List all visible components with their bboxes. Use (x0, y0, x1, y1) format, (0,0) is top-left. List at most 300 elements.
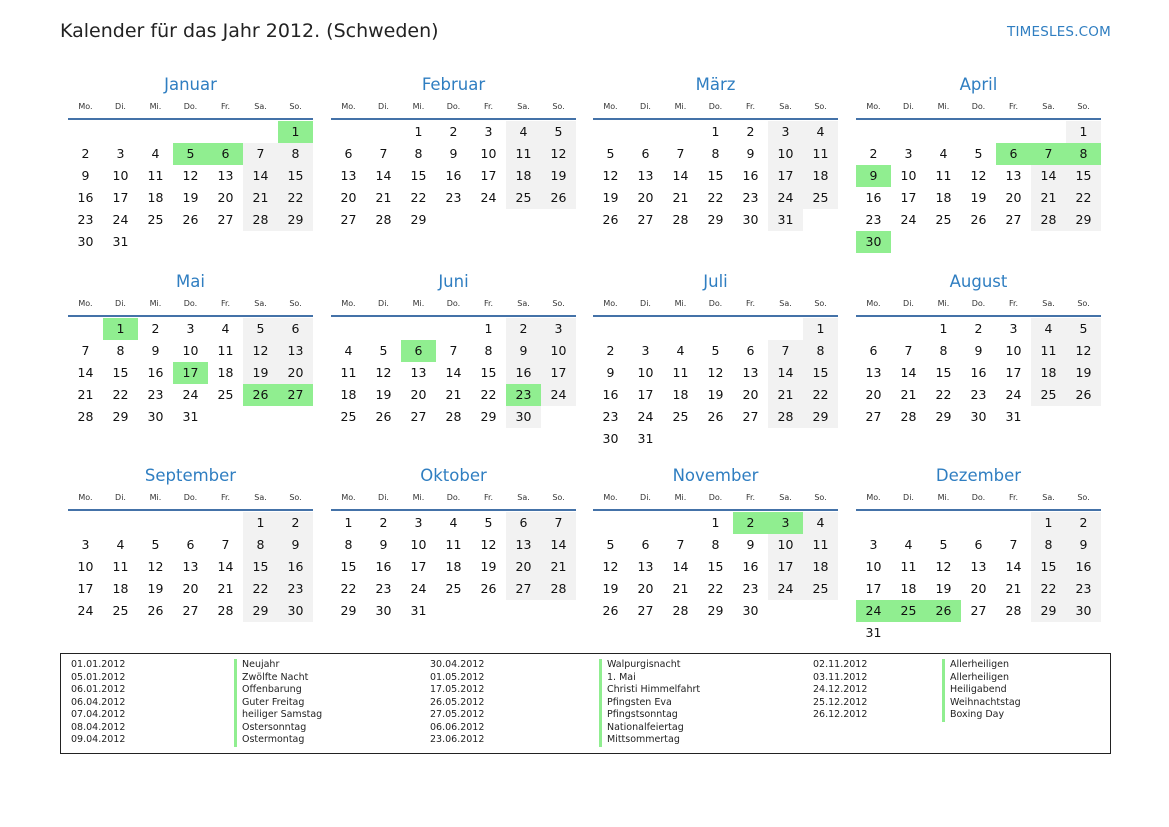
day-cell: 25 (217, 387, 234, 402)
day-cell: 27 (340, 212, 357, 227)
legend-holiday-name: Pfingstsonntag (599, 709, 700, 722)
day-cell: 19 (541, 165, 576, 187)
weekday-label: So. (814, 101, 827, 111)
month-divider (68, 315, 313, 317)
legend-holiday-name: Offenbarung (234, 684, 322, 697)
day-cell: 11 (147, 168, 164, 183)
empty-cell (891, 512, 926, 534)
day-cell: 16 (445, 168, 462, 183)
day-cell: 20 (506, 556, 541, 578)
day-cell: 29 (112, 409, 129, 424)
empty-cell (961, 512, 996, 534)
month-divider (68, 118, 313, 120)
weekday-label: Do. (183, 492, 198, 502)
day-cell: 25 (1031, 384, 1066, 406)
day-cell: 27 (637, 603, 654, 618)
month-name: September (144, 466, 237, 485)
day-cell: 14 (672, 168, 689, 183)
legend-date: 27.05.2012 (430, 709, 485, 720)
day-cell: 7 (676, 537, 685, 552)
day-cell: 6 (278, 318, 313, 340)
day-cell: 8 (116, 343, 125, 358)
empty-cell (1031, 121, 1066, 143)
day-cell: 14 (768, 362, 803, 384)
day-cell: 19 (480, 559, 497, 574)
day-cell: 10 (112, 168, 129, 183)
day-cell: 26 (480, 581, 497, 596)
day-cell: 10 (768, 143, 803, 165)
month-divider (593, 509, 838, 511)
day-cell: 13 (742, 365, 759, 380)
weekday-label: Fr. (483, 492, 494, 502)
day-cell: 14 (1031, 165, 1066, 187)
day-cell: 24 (1005, 387, 1022, 402)
weekday-label: Mi. (149, 101, 162, 111)
legend-date: 08.04.2012 (71, 721, 126, 733)
day-cell: 14 (243, 165, 278, 187)
day-cell: 23 (742, 581, 759, 596)
day-cell: 3 (81, 537, 90, 552)
day-cell: 30 (742, 603, 759, 618)
day-cell: 4 (151, 146, 160, 161)
weekday-header (68, 98, 313, 114)
day-cell: 16 (1066, 556, 1101, 578)
day-cell: 3 (869, 537, 878, 552)
day-cell: 8 (711, 146, 720, 161)
day-cell: 22 (410, 190, 427, 205)
day-cell: 13 (1005, 168, 1022, 183)
legend-date: 06.06.2012 (430, 721, 485, 733)
day-cell: 2 (746, 124, 755, 139)
day-cell: 14 (672, 559, 689, 574)
day-grid (331, 318, 576, 428)
day-cell: 27 (506, 578, 541, 600)
day-cell: 23 (742, 190, 759, 205)
empty-cell (996, 512, 1031, 534)
day-cell: 31 (1005, 409, 1022, 424)
weekday-label: Fr. (1008, 298, 1019, 308)
empty-cell (593, 512, 628, 534)
legend-date: 23.06.2012 (430, 734, 485, 745)
day-cell: 11 (445, 537, 462, 552)
weekday-label: Fr. (220, 298, 231, 308)
day-cell: 1 (103, 318, 138, 340)
day-cell: 13 (506, 534, 541, 556)
day-cell: 12 (602, 559, 619, 574)
weekday-label: So. (814, 298, 827, 308)
day-cell: 11 (340, 365, 357, 380)
day-cell: 7 (81, 343, 90, 358)
month-divider (331, 118, 576, 120)
legend-date: 09.04.2012 (71, 734, 126, 745)
weekday-header (331, 295, 576, 311)
empty-cell (103, 121, 138, 143)
day-cell: 3 (1009, 321, 1018, 336)
weekday-label: Mi. (674, 298, 687, 308)
day-cell: 3 (904, 146, 913, 161)
day-cell: 5 (939, 537, 948, 552)
month-11 (593, 463, 838, 622)
weekday-label: So. (1077, 101, 1090, 111)
day-cell: 2 (974, 321, 983, 336)
month-9 (68, 463, 313, 622)
day-cell: 6 (869, 343, 878, 358)
day-cell: 19 (602, 581, 619, 596)
weekday-label: Mi. (937, 298, 950, 308)
day-cell: 26 (541, 187, 576, 209)
day-cell: 5 (606, 537, 615, 552)
legend-holiday-name: heiliger Samstag (234, 709, 322, 722)
day-cell: 10 (541, 340, 576, 362)
day-cell: 20 (1005, 190, 1022, 205)
weekday-label: Do. (183, 298, 198, 308)
day-cell: 27 (182, 603, 199, 618)
month-name: März (695, 75, 736, 94)
day-cell: 4 (803, 512, 838, 534)
weekday-header (856, 98, 1101, 114)
day-cell: 6 (186, 537, 195, 552)
day-cell: 26 (926, 600, 961, 622)
day-cell: 5 (151, 537, 160, 552)
day-cell: 10 (480, 146, 497, 161)
day-cell: 18 (340, 387, 357, 402)
day-cell: 28 (768, 406, 803, 428)
day-cell: 4 (904, 537, 913, 552)
legend-holiday-name: Allerheiligen (942, 672, 1021, 685)
day-cell: 3 (768, 512, 803, 534)
day-cell: 25 (891, 600, 926, 622)
day-cell: 16 (865, 190, 882, 205)
weekday-label: Di. (115, 298, 126, 308)
empty-cell (926, 121, 961, 143)
day-cell: 24 (182, 387, 199, 402)
day-cell: 18 (217, 365, 234, 380)
day-cell: 26 (602, 212, 619, 227)
legend-holiday-name: Mittsommertag (599, 734, 700, 747)
legend-holiday-name: Zwölfte Nacht (234, 672, 322, 685)
day-cell: 19 (182, 190, 199, 205)
day-cell: 16 (602, 387, 619, 402)
day-cell: 24 (112, 212, 129, 227)
legend-names-col (942, 659, 1021, 722)
legend-date: 01.05.2012 (430, 671, 485, 683)
day-cell: 2 (151, 321, 160, 336)
day-cell: 21 (768, 384, 803, 406)
day-cell: 21 (541, 556, 576, 578)
day-cell: 19 (935, 581, 952, 596)
day-cell: 3 (641, 343, 650, 358)
month-divider (593, 315, 838, 317)
day-cell: 10 (182, 343, 199, 358)
weekday-label: Di. (640, 492, 651, 502)
weekday-label: Do. (708, 298, 723, 308)
month-8 (856, 269, 1101, 428)
legend-date: 17.05.2012 (430, 684, 485, 695)
day-cell: 9 (278, 534, 313, 556)
day-cell: 19 (1066, 362, 1101, 384)
day-cell: 7 (449, 343, 458, 358)
empty-cell (243, 121, 278, 143)
day-cell: 15 (707, 559, 724, 574)
day-cell: 15 (340, 559, 357, 574)
day-cell: 19 (707, 387, 724, 402)
day-cell: 8 (711, 537, 720, 552)
weekday-header (68, 489, 313, 505)
day-cell: 12 (707, 365, 724, 380)
month-5 (68, 269, 313, 428)
day-cell: 4 (221, 321, 230, 336)
day-cell: 18 (147, 190, 164, 205)
weekday-header (593, 98, 838, 114)
weekday-label: Do. (183, 101, 198, 111)
day-cell: 11 (112, 559, 129, 574)
month-divider (331, 315, 576, 317)
weekday-label: Mo. (603, 492, 618, 502)
day-cell: 28 (77, 409, 94, 424)
day-cell: 10 (865, 559, 882, 574)
month-name: Mai (176, 272, 205, 291)
weekday-header (331, 489, 576, 505)
day-cell: 14 (445, 365, 462, 380)
holiday-legend (60, 653, 1111, 754)
empty-cell (663, 512, 698, 534)
day-cell: 5 (606, 146, 615, 161)
day-cell: 7 (541, 512, 576, 534)
day-cell: 22 (707, 581, 724, 596)
day-cell: 22 (112, 387, 129, 402)
weekday-label: Fr. (745, 298, 756, 308)
month-3 (593, 72, 838, 231)
day-cell: 9 (856, 165, 891, 187)
day-cell: 1 (711, 515, 720, 530)
day-cell: 20 (410, 387, 427, 402)
day-cell: 28 (243, 209, 278, 231)
empty-cell (628, 318, 663, 340)
empty-cell (698, 318, 733, 340)
day-cell: 14 (217, 559, 234, 574)
legend-holiday-name: 1. Mai (599, 672, 700, 685)
weekday-label: Do. (446, 492, 461, 502)
weekday-label: Mo. (603, 101, 618, 111)
day-cell: 16 (742, 559, 759, 574)
weekday-label: Di. (115, 101, 126, 111)
day-cell: 12 (182, 168, 199, 183)
day-cell: 5 (379, 343, 388, 358)
day-cell: 18 (445, 559, 462, 574)
day-cell: 24 (768, 578, 803, 600)
day-cell: 5 (711, 343, 720, 358)
legend-holiday-name: Allerheiligen (942, 659, 1021, 672)
day-cell: 27 (637, 212, 654, 227)
day-cell: 5 (243, 318, 278, 340)
day-cell: 27 (970, 603, 987, 618)
site-link[interactable]: TIMESLES.COM (1007, 24, 1111, 40)
day-cell: 23 (278, 578, 313, 600)
day-cell: 20 (970, 581, 987, 596)
empty-cell (628, 512, 663, 534)
day-cell: 15 (803, 362, 838, 384)
day-cell: 16 (970, 365, 987, 380)
day-cell: 2 (81, 146, 90, 161)
weekday-label: Sa. (1042, 101, 1055, 111)
weekday-label: Do. (971, 298, 986, 308)
weekday-label: Mo. (341, 101, 356, 111)
day-cell: 25 (112, 603, 129, 618)
day-cell: 11 (506, 143, 541, 165)
day-cell: 30 (506, 406, 541, 428)
legend-holiday-name: Boxing Day (942, 709, 1021, 722)
day-cell: 17 (77, 581, 94, 596)
weekday-label: Sa. (779, 492, 792, 502)
day-cell: 15 (1031, 556, 1066, 578)
day-cell: 17 (865, 581, 882, 596)
month-name: August (949, 272, 1008, 291)
day-cell: 9 (1066, 534, 1101, 556)
weekday-label: Sa. (254, 298, 267, 308)
day-cell: 18 (803, 165, 838, 187)
day-cell: 6 (401, 340, 436, 362)
day-cell: 1 (344, 515, 353, 530)
day-cell: 22 (278, 187, 313, 209)
day-cell: 7 (221, 537, 230, 552)
weekday-label: Mi. (149, 492, 162, 502)
weekday-label: So. (552, 101, 565, 111)
day-cell: 1 (939, 321, 948, 336)
weekday-label: So. (289, 492, 302, 502)
day-cell: 21 (672, 581, 689, 596)
day-cell: 23 (147, 387, 164, 402)
day-cell: 1 (1066, 121, 1101, 143)
day-cell: 17 (112, 190, 129, 205)
day-cell: 31 (410, 603, 427, 618)
month-name: Dezember (935, 466, 1022, 485)
day-cell: 5 (541, 121, 576, 143)
weekday-label: Mo. (78, 298, 93, 308)
legend-date: 03.11.2012 (813, 671, 868, 683)
empty-cell (138, 512, 173, 534)
day-cell: 30 (77, 234, 94, 249)
month-name: Juni (438, 272, 469, 291)
weekday-label: Fr. (1008, 492, 1019, 502)
day-cell: 19 (147, 581, 164, 596)
day-cell: 4 (116, 537, 125, 552)
day-cell: 16 (77, 190, 94, 205)
day-cell: 11 (900, 559, 917, 574)
day-cell: 20 (340, 190, 357, 205)
weekday-label: Sa. (517, 492, 530, 502)
day-cell: 30 (278, 600, 313, 622)
day-cell: 31 (637, 431, 654, 446)
day-cell: 8 (803, 340, 838, 362)
month-name: Januar (164, 75, 217, 94)
day-cell: 13 (182, 559, 199, 574)
day-cell: 8 (414, 146, 423, 161)
month-12 (856, 463, 1101, 644)
empty-cell (436, 318, 471, 340)
day-cell: 6 (344, 146, 353, 161)
day-cell: 4 (803, 121, 838, 143)
legend-holiday-name: Christi Himmelfahrt (599, 684, 700, 697)
weekday-label: Di. (640, 298, 651, 308)
empty-cell (768, 318, 803, 340)
day-cell: 16 (278, 556, 313, 578)
day-cell: 13 (340, 168, 357, 183)
legend-date: 24.12.2012 (813, 684, 868, 695)
day-cell: 24 (637, 409, 654, 424)
empty-cell (856, 512, 891, 534)
day-cell: 22 (1031, 578, 1066, 600)
empty-cell (103, 512, 138, 534)
weekday-label: Sa. (517, 101, 530, 111)
day-cell: 3 (768, 121, 803, 143)
day-cell: 10 (1005, 343, 1022, 358)
day-cell: 6 (506, 512, 541, 534)
day-cell: 17 (480, 168, 497, 183)
day-cell: 17 (900, 190, 917, 205)
day-cell: 29 (707, 603, 724, 618)
day-cell: 23 (375, 581, 392, 596)
weekday-label: Di. (378, 492, 389, 502)
day-grid (593, 318, 838, 450)
day-cell: 26 (243, 384, 278, 406)
day-cell: 1 (484, 321, 493, 336)
weekday-label: Mo. (78, 492, 93, 502)
weekday-header (856, 295, 1101, 311)
day-grid (856, 318, 1101, 428)
day-cell: 5 (974, 146, 983, 161)
day-cell: 10 (637, 365, 654, 380)
empty-cell (173, 121, 208, 143)
day-cell: 9 (746, 146, 755, 161)
day-cell: 19 (243, 362, 278, 384)
legend-date: 26.05.2012 (430, 696, 485, 708)
day-cell: 9 (506, 340, 541, 362)
weekday-label: Mi. (674, 492, 687, 502)
day-cell: 5 (484, 515, 493, 530)
day-cell: 4 (344, 343, 353, 358)
weekday-label: Do. (971, 101, 986, 111)
day-cell: 30 (375, 603, 392, 618)
day-cell: 7 (676, 146, 685, 161)
day-cell: 15 (243, 556, 278, 578)
day-cell: 19 (602, 190, 619, 205)
empty-cell (208, 512, 243, 534)
day-cell: 30 (856, 231, 891, 253)
day-cell: 27 (865, 409, 882, 424)
day-cell: 12 (243, 340, 278, 362)
weekday-label: Mi. (412, 298, 425, 308)
weekday-label: Fr. (220, 492, 231, 502)
weekday-label: Do. (708, 492, 723, 502)
legend-names-col (599, 659, 700, 747)
day-cell: 10 (410, 537, 427, 552)
day-cell: 16 (506, 362, 541, 384)
day-cell: 23 (970, 387, 987, 402)
weekday-label: Mo. (866, 101, 881, 111)
legend-holiday-name: Walpurgisnacht (599, 659, 700, 672)
day-cell: 29 (480, 409, 497, 424)
empty-cell (138, 121, 173, 143)
day-cell: 22 (480, 387, 497, 402)
day-cell: 18 (672, 387, 689, 402)
day-cell: 2 (379, 515, 388, 530)
empty-cell (663, 121, 698, 143)
day-cell: 8 (1031, 534, 1066, 556)
empty-cell (961, 121, 996, 143)
weekday-label: Do. (708, 101, 723, 111)
day-cell: 23 (506, 384, 541, 406)
day-cell: 31 (182, 409, 199, 424)
